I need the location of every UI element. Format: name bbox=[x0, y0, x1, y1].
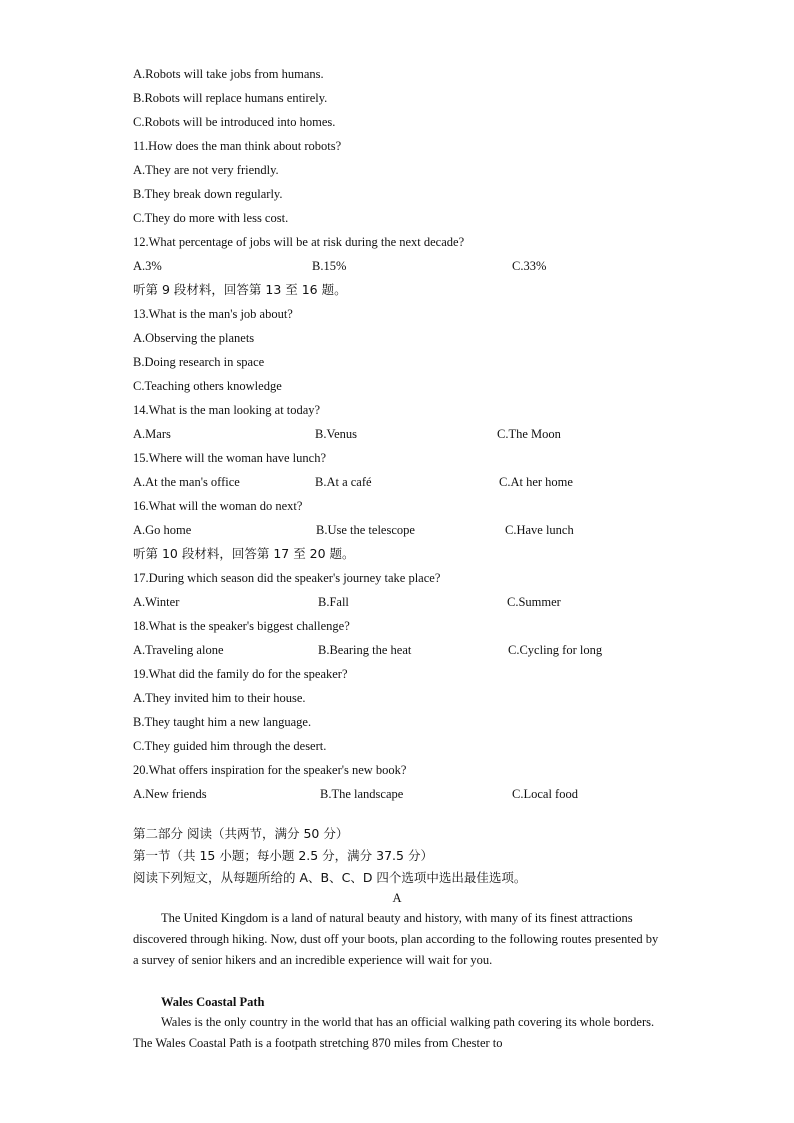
part-2-section-1: 第一节（共 15 小题；每小题 2.5 分，满分 37.5 分） bbox=[133, 848, 433, 863]
q11-question: 11.How does the man think about robots? bbox=[133, 139, 342, 153]
q14-question: 14.What is the man looking at today? bbox=[133, 403, 321, 417]
q19-option-a: A.They invited him to their house. bbox=[133, 691, 306, 705]
q14-option-b: B.Venus bbox=[315, 427, 358, 441]
q10-option-a: A.Robots will take jobs from humans. bbox=[133, 67, 324, 81]
q19-option-c: C.They guided him through the desert. bbox=[133, 739, 327, 753]
part-2-instruction: 阅读下列短文，从每题所给的 A、B、C、D 四个选项中选出最佳选项。 bbox=[133, 870, 527, 885]
q14-option-c: C.The Moon bbox=[497, 427, 561, 441]
q20-question: 20.What offers inspiration for the speaker's new book? bbox=[133, 763, 407, 777]
passage-label: A bbox=[392, 891, 402, 905]
q20-option-c: C.Local food bbox=[512, 787, 578, 801]
q20-option-a: A.New friends bbox=[133, 787, 207, 801]
passage-heading: Wales Coastal Path bbox=[161, 995, 265, 1009]
part-2-title: 第二部分 阅读（共两节，满分 50 分） bbox=[133, 826, 349, 841]
q15-question: 15.Where will the woman have lunch? bbox=[133, 451, 326, 465]
q13-option-b: B.Doing research in space bbox=[133, 355, 265, 369]
q12-option-a: A.3% bbox=[133, 259, 162, 273]
q18-option-a: A.Traveling alone bbox=[133, 643, 224, 657]
q16-question: 16.What will the woman do next? bbox=[133, 499, 303, 513]
q18-option-b: B.Bearing the heat bbox=[318, 643, 412, 657]
q10-option-b: B.Robots will replace humans entirely. bbox=[133, 91, 328, 105]
q16-option-a: A.Go home bbox=[133, 523, 192, 537]
q13-option-a: A.Observing the planets bbox=[133, 331, 255, 345]
passage-body: Wales is the only country in the world that has an official walking path covering its whole borders. The Wales Coastal Path is a footpath stretching 870 miles from Chester to bbox=[133, 1015, 655, 1050]
q15-option-a: A.At the man's office bbox=[133, 475, 240, 489]
q13-option-c: C.Teaching others knowledge bbox=[133, 379, 282, 393]
q17-option-a: A.Winter bbox=[133, 595, 180, 609]
passage-intro: The United Kingdom is a land of natural beauty and history, with many of its finest attractions discovered through hiking. Now, dust off your boots, plan according to the following routes presented by a survey of senior hikers and an incredible experience will wait for you. bbox=[133, 911, 659, 967]
q17-question: 17.During which season did the speaker's journey take place? bbox=[133, 571, 441, 585]
q17-option-b: B.Fall bbox=[318, 595, 349, 609]
q13-question: 13.What is the man's job about? bbox=[133, 307, 293, 321]
section-9-instruction: 听第 9 段材料，回答第 13 至 16 题。 bbox=[133, 282, 347, 297]
q18-question: 18.What is the speaker's biggest challenge? bbox=[133, 619, 350, 633]
q12-option-c: C.33% bbox=[512, 259, 547, 273]
q11-option-c: C.They do more with less cost. bbox=[133, 211, 289, 225]
q11-option-a: A.They are not very friendly. bbox=[133, 163, 279, 177]
section-10-instruction: 听第 10 段材料，回答第 17 至 20 题。 bbox=[133, 546, 355, 561]
q15-option-c: C.At her home bbox=[499, 475, 573, 489]
q14-option-a: A.Mars bbox=[133, 427, 171, 441]
q15-option-b: B.At a café bbox=[315, 475, 372, 489]
q19-question: 19.What did the family do for the speaker? bbox=[133, 667, 348, 681]
q16-option-b: B.Use the telescope bbox=[316, 523, 415, 537]
q18-option-c: C.Cycling for long bbox=[508, 643, 603, 657]
q19-option-b: B.They taught him a new language. bbox=[133, 715, 312, 729]
q12-question: 12.What percentage of jobs will be at risk during the next decade? bbox=[133, 235, 465, 249]
q16-option-c: C.Have lunch bbox=[505, 523, 574, 537]
q10-option-c: C.Robots will be introduced into homes. bbox=[133, 115, 336, 129]
q20-option-b: B.The landscape bbox=[320, 787, 404, 801]
q17-option-c: C.Summer bbox=[507, 595, 561, 609]
q11-option-b: B.They break down regularly. bbox=[133, 187, 283, 201]
q12-option-b: B.15% bbox=[312, 259, 347, 273]
